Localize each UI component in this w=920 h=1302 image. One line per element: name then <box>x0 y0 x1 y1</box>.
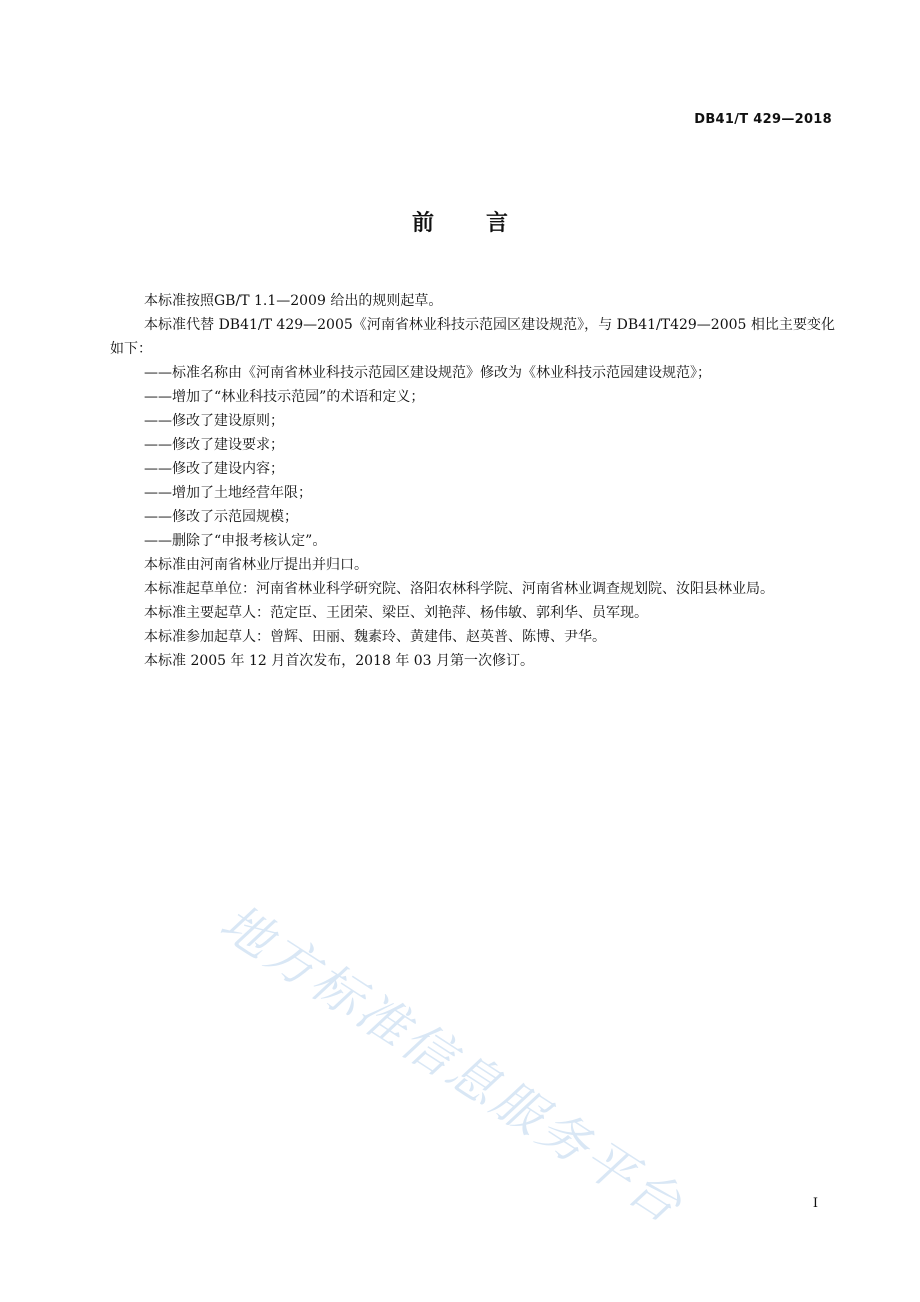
change-item-deleted: ——删除了“申报考核认定”。 <box>144 533 327 549</box>
change-item-principles: ——修改了建设原则； <box>144 413 284 429</box>
change-item-land-term: ——增加了土地经营年限； <box>144 485 312 501</box>
page-title: 前言 <box>411 211 560 236</box>
paragraph-drafting-units: 本标准起草单位：河南省林业科学研究院、洛阳农林科学院、河南省林业调查规划院、汝阳县林业局。 <box>144 581 774 597</box>
paragraph-main-drafters: 本标准主要起草人：范定臣、王团荣、梁臣、刘艳萍、杨伟敏、郭利华、员军现。 <box>144 605 648 621</box>
paragraph-proposer: 本标准由河南省林业厅提出并归口。 <box>144 557 368 573</box>
paragraph-participating-drafters: 本标准参加起草人：曾辉、田丽、魏素玲、黄建伟、赵英普、陈博、尹华。 <box>144 629 606 645</box>
document-code: DB41/T 429—2018 <box>694 112 832 127</box>
foreword-body <box>110 289 835 673</box>
paragraph-replacement: 本标准代替 DB41/T 429—2005《河南省林业科技示范园区建设规范》，与 DB41/T429—2005 相比主要变化如下： <box>110 317 835 357</box>
change-item-scale: ——修改了示范园规模； <box>144 509 298 525</box>
change-item-requirements: ——修改了建设要求； <box>144 437 284 453</box>
change-item-content: ——修改了建设内容； <box>144 461 284 477</box>
paragraph-drafting-rules: 本标准按照GB/T 1.1—2009 给出的规则起草。 <box>144 293 443 309</box>
watermark: 地方标准信息服务平台 <box>210 893 695 1236</box>
paragraph-release-history: 本标准 2005 年 12 月首次发布，2018 年 03 月第一次修订。 <box>144 653 535 669</box>
change-item-term: ——增加了“林业科技示范园”的术语和定义； <box>144 389 425 405</box>
change-item-name: ——标准名称由《河南省林业科技示范园区建设规范》修改为《林业科技示范园建设规范》； <box>144 365 711 381</box>
page-number: I <box>812 1196 818 1211</box>
